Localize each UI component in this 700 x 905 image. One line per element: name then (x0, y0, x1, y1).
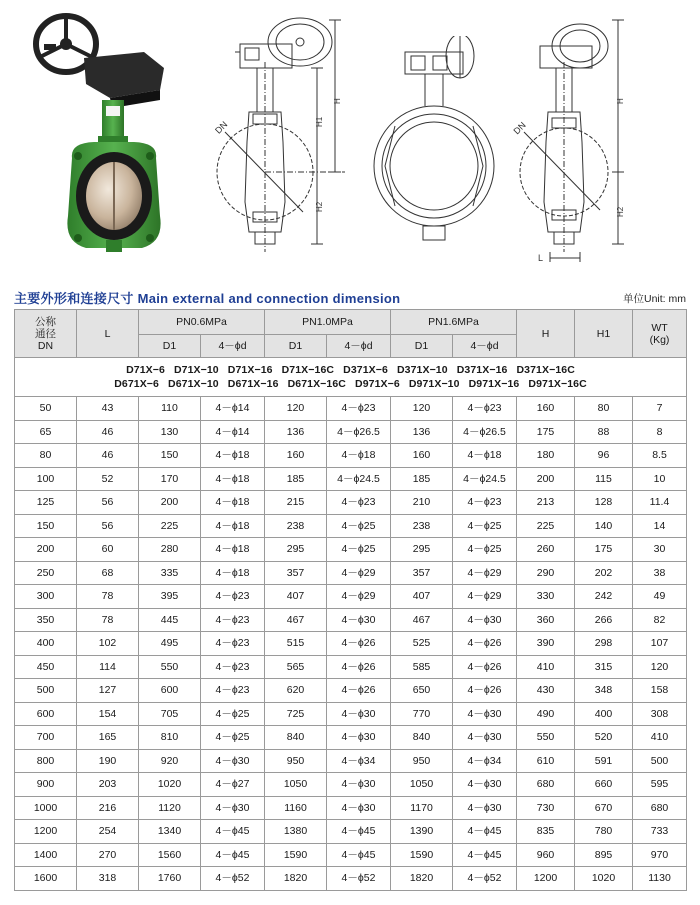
cell-pn16-bolt: 4－ϕ23 (453, 397, 517, 421)
cell-pn16-d1: 160 (391, 444, 453, 468)
cell-h1: 670 (575, 796, 633, 820)
cell-pn06-bolt: 4－ϕ27 (201, 773, 265, 797)
cell-h: 330 (517, 585, 575, 609)
table-row (15, 655, 687, 679)
cell-h: 175 (517, 420, 575, 444)
header-pn10-d1: D1 (265, 335, 327, 358)
cell-wt: 107 (633, 632, 687, 656)
cell-pn06-d1: 705 (139, 702, 201, 726)
cell-h1: 202 (575, 561, 633, 585)
cell-pn10-bolt: 4－ϕ25 (327, 538, 391, 562)
cell-pn10-bolt: 4－ϕ30 (327, 702, 391, 726)
header-pn16-d1: D1 (391, 335, 453, 358)
cell-pn06-d1: 1560 (139, 843, 201, 867)
label-side-h: H (616, 98, 625, 104)
header-h: H (517, 310, 575, 358)
cell-pn10-bolt: 4－ϕ26 (327, 632, 391, 656)
cell-h1: 780 (575, 820, 633, 844)
cell-h: 960 (517, 843, 575, 867)
cell-h: 835 (517, 820, 575, 844)
cell-wt: 8 (633, 420, 687, 444)
cell-pn16-d1: 467 (391, 608, 453, 632)
cell-pn16-bolt: 4－ϕ30 (453, 796, 517, 820)
cell-wt: 158 (633, 679, 687, 703)
cell-pn10-d1: 215 (265, 491, 327, 515)
cell-pn10-d1: 407 (265, 585, 327, 609)
cell-wt: 82 (633, 608, 687, 632)
cell-pn06-d1: 550 (139, 655, 201, 679)
cell-pn16-bolt: 4－ϕ24.5 (453, 467, 517, 491)
cell-h1: 895 (575, 843, 633, 867)
table-row (15, 397, 687, 421)
cell-pn10-bolt: 4－ϕ18 (327, 444, 391, 468)
cell-pn06-d1: 225 (139, 514, 201, 538)
cell-pn06-bolt: 4－ϕ18 (201, 444, 265, 468)
cell-h1: 315 (575, 655, 633, 679)
cell-l: 154 (77, 702, 139, 726)
cell-pn06-bolt: 4－ϕ23 (201, 655, 265, 679)
cell-pn16-bolt: 4－ϕ18 (453, 444, 517, 468)
header-h1: H1 (575, 310, 633, 358)
cell-pn10-d1: 950 (265, 749, 327, 773)
header-pn16: PN1.6MPa (391, 310, 517, 335)
cell-h1: 266 (575, 608, 633, 632)
cell-dn: 800 (15, 749, 77, 773)
cell-wt: 733 (633, 820, 687, 844)
cell-pn06-d1: 810 (139, 726, 201, 750)
cell-pn16-bolt: 4－ϕ29 (453, 585, 517, 609)
table-row (15, 632, 687, 656)
cell-pn10-bolt: 4－ϕ26.5 (327, 420, 391, 444)
cell-pn06-d1: 495 (139, 632, 201, 656)
cell-pn10-d1: 515 (265, 632, 327, 656)
cell-pn16-d1: 210 (391, 491, 453, 515)
cell-h: 290 (517, 561, 575, 585)
table-row (15, 679, 687, 703)
cell-pn06-bolt: 4－ϕ18 (201, 514, 265, 538)
cell-pn10-d1: 1050 (265, 773, 327, 797)
cell-pn16-bolt: 4－ϕ26 (453, 679, 517, 703)
cell-pn06-bolt: 4－ϕ30 (201, 749, 265, 773)
cell-h1: 298 (575, 632, 633, 656)
cell-h: 180 (517, 444, 575, 468)
cell-dn: 300 (15, 585, 77, 609)
drawing-body-view (365, 36, 505, 276)
table-row (15, 773, 687, 797)
cell-h: 390 (517, 632, 575, 656)
cell-pn06-d1: 110 (139, 397, 201, 421)
cell-pn06-d1: 445 (139, 608, 201, 632)
cell-wt: 7 (633, 397, 687, 421)
cell-dn: 80 (15, 444, 77, 468)
cell-h: 730 (517, 796, 575, 820)
table-row (15, 820, 687, 844)
cell-pn06-d1: 1340 (139, 820, 201, 844)
cell-wt: 14 (633, 514, 687, 538)
cell-pn10-bolt: 4－ϕ34 (327, 749, 391, 773)
cell-pn10-bolt: 4－ϕ30 (327, 773, 391, 797)
table-row (15, 514, 687, 538)
cell-dn: 350 (15, 608, 77, 632)
cell-pn10-bolt: 4－ϕ52 (327, 867, 391, 891)
cell-dn: 200 (15, 538, 77, 562)
cell-pn10-bolt: 4－ϕ30 (327, 796, 391, 820)
cell-pn10-d1: 357 (265, 561, 327, 585)
cell-dn: 450 (15, 655, 77, 679)
cell-l: 68 (77, 561, 139, 585)
dimension-table (14, 309, 687, 891)
cell-dn: 900 (15, 773, 77, 797)
unit-label: 单位Unit: mm (623, 293, 686, 305)
cell-pn06-d1: 200 (139, 491, 201, 515)
cell-wt: 970 (633, 843, 687, 867)
cell-pn06-d1: 1760 (139, 867, 201, 891)
cell-wt: 308 (633, 702, 687, 726)
cell-wt: 10 (633, 467, 687, 491)
cell-wt: 595 (633, 773, 687, 797)
cell-pn16-d1: 1590 (391, 843, 453, 867)
cell-pn10-d1: 160 (265, 444, 327, 468)
cell-h: 1200 (517, 867, 575, 891)
cell-pn16-bolt: 4－ϕ30 (453, 608, 517, 632)
cell-pn16-d1: 950 (391, 749, 453, 773)
cell-l: 46 (77, 420, 139, 444)
table-row (15, 796, 687, 820)
cell-pn10-bolt: 4－ϕ26 (327, 655, 391, 679)
cell-l: 56 (77, 491, 139, 515)
cell-h: 680 (517, 773, 575, 797)
cell-dn: 65 (15, 420, 77, 444)
cell-dn: 50 (15, 397, 77, 421)
cell-pn10-bolt: 4－ϕ29 (327, 561, 391, 585)
cell-l: 318 (77, 867, 139, 891)
cell-pn10-bolt: 4－ϕ29 (327, 585, 391, 609)
cell-pn16-bolt: 4－ϕ25 (453, 514, 517, 538)
model-list (15, 358, 687, 397)
cell-pn16-d1: 1170 (391, 796, 453, 820)
cell-l: 114 (77, 655, 139, 679)
cell-pn10-bolt: 4－ϕ26 (327, 679, 391, 703)
cell-pn10-bolt: 4－ϕ45 (327, 820, 391, 844)
cell-pn10-d1: 238 (265, 514, 327, 538)
label-h: H (333, 98, 342, 104)
cell-h1: 591 (575, 749, 633, 773)
cell-dn: 1400 (15, 843, 77, 867)
cell-h: 160 (517, 397, 575, 421)
cell-dn: 100 (15, 467, 77, 491)
cell-dn: 150 (15, 514, 77, 538)
cell-h1: 660 (575, 773, 633, 797)
cell-l: 127 (77, 679, 139, 703)
cell-pn06-bolt: 4－ϕ18 (201, 467, 265, 491)
header-pn10: PN1.0MPa (265, 310, 391, 335)
cell-pn06-bolt: 4－ϕ25 (201, 702, 265, 726)
cell-pn16-d1: 1050 (391, 773, 453, 797)
cell-dn: 1200 (15, 820, 77, 844)
cell-pn16-bolt: 4－ϕ30 (453, 773, 517, 797)
cell-h1: 88 (575, 420, 633, 444)
cell-pn10-d1: 620 (265, 679, 327, 703)
cell-l: 203 (77, 773, 139, 797)
cell-pn16-bolt: 4－ϕ29 (453, 561, 517, 585)
cell-pn06-bolt: 4－ϕ14 (201, 397, 265, 421)
cell-pn06-d1: 335 (139, 561, 201, 585)
header-wt: WT (Kg) (633, 310, 687, 358)
table-row (15, 608, 687, 632)
cell-pn06-d1: 395 (139, 585, 201, 609)
cell-h: 430 (517, 679, 575, 703)
cell-dn: 1000 (15, 796, 77, 820)
cell-pn06-bolt: 4－ϕ23 (201, 632, 265, 656)
cell-l: 78 (77, 585, 139, 609)
cell-pn10-d1: 136 (265, 420, 327, 444)
section-title: 主要外形和连接尺寸 Main external and connection dimension (14, 291, 401, 306)
cell-pn16-bolt: 4－ϕ25 (453, 538, 517, 562)
cell-pn16-bolt: 4－ϕ45 (453, 843, 517, 867)
cell-pn06-d1: 600 (139, 679, 201, 703)
cell-h: 213 (517, 491, 575, 515)
cell-l: 43 (77, 397, 139, 421)
header-pn16-bolt: 4－ϕd (453, 335, 517, 358)
cell-pn10-d1: 1160 (265, 796, 327, 820)
model-line-2: D671X−6 D671X−10 D671X−16 D671X−16C D971X−6 D971X−10 D971X−16 D971X−16C (114, 378, 587, 390)
cell-l: 60 (77, 538, 139, 562)
cell-wt: 120 (633, 655, 687, 679)
cell-h1: 242 (575, 585, 633, 609)
table-row (15, 726, 687, 750)
cell-wt: 1130 (633, 867, 687, 891)
cell-h1: 140 (575, 514, 633, 538)
cell-pn16-d1: 357 (391, 561, 453, 585)
cell-l: 46 (77, 444, 139, 468)
cell-dn: 250 (15, 561, 77, 585)
table-row (15, 444, 687, 468)
cell-pn10-d1: 565 (265, 655, 327, 679)
cell-h: 260 (517, 538, 575, 562)
cell-pn16-d1: 407 (391, 585, 453, 609)
cell-pn16-bolt: 4－ϕ30 (453, 702, 517, 726)
cell-h: 610 (517, 749, 575, 773)
cell-l: 216 (77, 796, 139, 820)
cell-h1: 115 (575, 467, 633, 491)
cell-wt: 11.4 (633, 491, 687, 515)
model-line-1: D71X−6 D71X−10 D71X−16 D71X−16C D371X−6 D371X−10 D371X−16 D371X−16C (126, 364, 575, 376)
table-row (15, 561, 687, 585)
cell-pn10-bolt: 4－ϕ30 (327, 608, 391, 632)
cell-pn06-bolt: 4－ϕ30 (201, 796, 265, 820)
cell-pn10-bolt: 4－ϕ23 (327, 397, 391, 421)
cell-h: 360 (517, 608, 575, 632)
table-row (15, 538, 687, 562)
cell-pn06-bolt: 4－ϕ18 (201, 491, 265, 515)
cell-h1: 1020 (575, 867, 633, 891)
header-pn10-bolt: 4－ϕd (327, 335, 391, 358)
header-dn: 公称 通径 DN (15, 310, 77, 358)
cell-pn16-bolt: 4－ϕ30 (453, 726, 517, 750)
cell-pn16-d1: 585 (391, 655, 453, 679)
cell-wt: 680 (633, 796, 687, 820)
cell-pn10-d1: 840 (265, 726, 327, 750)
cell-h1: 128 (575, 491, 633, 515)
cell-l: 102 (77, 632, 139, 656)
cell-l: 52 (77, 467, 139, 491)
cell-pn10-bolt: 4－ϕ30 (327, 726, 391, 750)
cell-pn16-bolt: 4－ϕ34 (453, 749, 517, 773)
cell-wt: 30 (633, 538, 687, 562)
cell-h1: 348 (575, 679, 633, 703)
table-row (15, 467, 687, 491)
cell-pn16-d1: 1390 (391, 820, 453, 844)
cell-pn10-d1: 467 (265, 608, 327, 632)
cell-pn10-d1: 1590 (265, 843, 327, 867)
header-l: L (77, 310, 139, 358)
cell-pn06-bolt: 4－ϕ45 (201, 843, 265, 867)
cell-l: 254 (77, 820, 139, 844)
cell-pn10-bolt: 4－ϕ45 (327, 843, 391, 867)
valve-photo (14, 8, 184, 268)
cell-l: 165 (77, 726, 139, 750)
cell-h: 550 (517, 726, 575, 750)
cell-h: 200 (517, 467, 575, 491)
header-pn06-d1: D1 (139, 335, 201, 358)
table-row (15, 843, 687, 867)
cell-pn16-bolt: 4－ϕ23 (453, 491, 517, 515)
cell-wt: 500 (633, 749, 687, 773)
cell-pn10-d1: 120 (265, 397, 327, 421)
table-row (15, 867, 687, 891)
header-pn06-bolt: 4－ϕd (201, 335, 265, 358)
label-side-dn: DN (511, 119, 528, 137)
cell-pn06-d1: 130 (139, 420, 201, 444)
cell-pn06-d1: 920 (139, 749, 201, 773)
table-row (15, 702, 687, 726)
cell-pn06-bolt: 4－ϕ45 (201, 820, 265, 844)
cell-pn06-d1: 150 (139, 444, 201, 468)
cell-pn06-d1: 170 (139, 467, 201, 491)
label-side-l: L (538, 253, 544, 262)
cell-pn06-bolt: 4－ϕ52 (201, 867, 265, 891)
cell-pn06-bolt: 4－ϕ14 (201, 420, 265, 444)
cell-dn: 1600 (15, 867, 77, 891)
cell-pn10-d1: 1820 (265, 867, 327, 891)
cell-pn06-bolt: 4－ϕ18 (201, 538, 265, 562)
cell-pn10-bolt: 4－ϕ25 (327, 514, 391, 538)
cell-dn: 500 (15, 679, 77, 703)
cell-pn16-d1: 295 (391, 538, 453, 562)
cell-pn10-d1: 185 (265, 467, 327, 491)
cell-l: 78 (77, 608, 139, 632)
cell-pn10-bolt: 4－ϕ24.5 (327, 467, 391, 491)
cell-h: 410 (517, 655, 575, 679)
cell-h: 490 (517, 702, 575, 726)
cell-pn16-d1: 1820 (391, 867, 453, 891)
cell-h1: 80 (575, 397, 633, 421)
label-h2: H2 (315, 201, 324, 212)
table-row (15, 420, 687, 444)
cell-pn06-bolt: 4－ϕ23 (201, 608, 265, 632)
cell-dn: 400 (15, 632, 77, 656)
cell-wt: 38 (633, 561, 687, 585)
cell-pn06-bolt: 4－ϕ25 (201, 726, 265, 750)
cell-pn06-bolt: 4－ϕ23 (201, 585, 265, 609)
cell-h: 225 (517, 514, 575, 538)
cell-pn06-d1: 280 (139, 538, 201, 562)
cell-h1: 96 (575, 444, 633, 468)
header-pn06: PN0.6MPa (139, 310, 265, 335)
cell-pn16-bolt: 4－ϕ26 (453, 632, 517, 656)
cell-wt: 410 (633, 726, 687, 750)
label-side-h2: H2 (616, 206, 625, 217)
cell-pn06-bolt: 4－ϕ18 (201, 561, 265, 585)
cell-pn16-d1: 650 (391, 679, 453, 703)
drawing-side-view (500, 12, 650, 262)
cell-pn16-bolt: 4－ϕ26.5 (453, 420, 517, 444)
drawing-front-view (205, 12, 355, 262)
cell-dn: 125 (15, 491, 77, 515)
cell-pn06-d1: 1020 (139, 773, 201, 797)
cell-pn16-d1: 238 (391, 514, 453, 538)
cell-pn06-d1: 1120 (139, 796, 201, 820)
label-h1: H1 (315, 116, 324, 127)
cell-pn10-d1: 295 (265, 538, 327, 562)
cell-pn16-bolt: 4－ϕ52 (453, 867, 517, 891)
table-row (15, 491, 687, 515)
cell-pn16-d1: 840 (391, 726, 453, 750)
cell-pn10-d1: 725 (265, 702, 327, 726)
cell-pn10-d1: 1380 (265, 820, 327, 844)
cell-pn16-d1: 120 (391, 397, 453, 421)
heading-row (14, 288, 686, 308)
cell-pn16-d1: 770 (391, 702, 453, 726)
cell-wt: 49 (633, 585, 687, 609)
table-row (15, 749, 687, 773)
figures-area (0, 0, 700, 285)
cell-dn: 600 (15, 702, 77, 726)
model-list-row (15, 358, 687, 397)
cell-h1: 400 (575, 702, 633, 726)
cell-dn: 700 (15, 726, 77, 750)
cell-l: 270 (77, 843, 139, 867)
table-row (15, 585, 687, 609)
cell-pn16-d1: 525 (391, 632, 453, 656)
cell-pn16-d1: 185 (391, 467, 453, 491)
cell-wt: 8.5 (633, 444, 687, 468)
cell-pn10-bolt: 4－ϕ23 (327, 491, 391, 515)
cell-h1: 175 (575, 538, 633, 562)
cell-pn16-d1: 136 (391, 420, 453, 444)
cell-l: 56 (77, 514, 139, 538)
cell-pn16-bolt: 4－ϕ26 (453, 655, 517, 679)
cell-l: 190 (77, 749, 139, 773)
cell-pn16-bolt: 4－ϕ45 (453, 820, 517, 844)
cell-h1: 520 (575, 726, 633, 750)
label-dn: DN (213, 119, 230, 136)
cell-pn06-bolt: 4－ϕ23 (201, 679, 265, 703)
